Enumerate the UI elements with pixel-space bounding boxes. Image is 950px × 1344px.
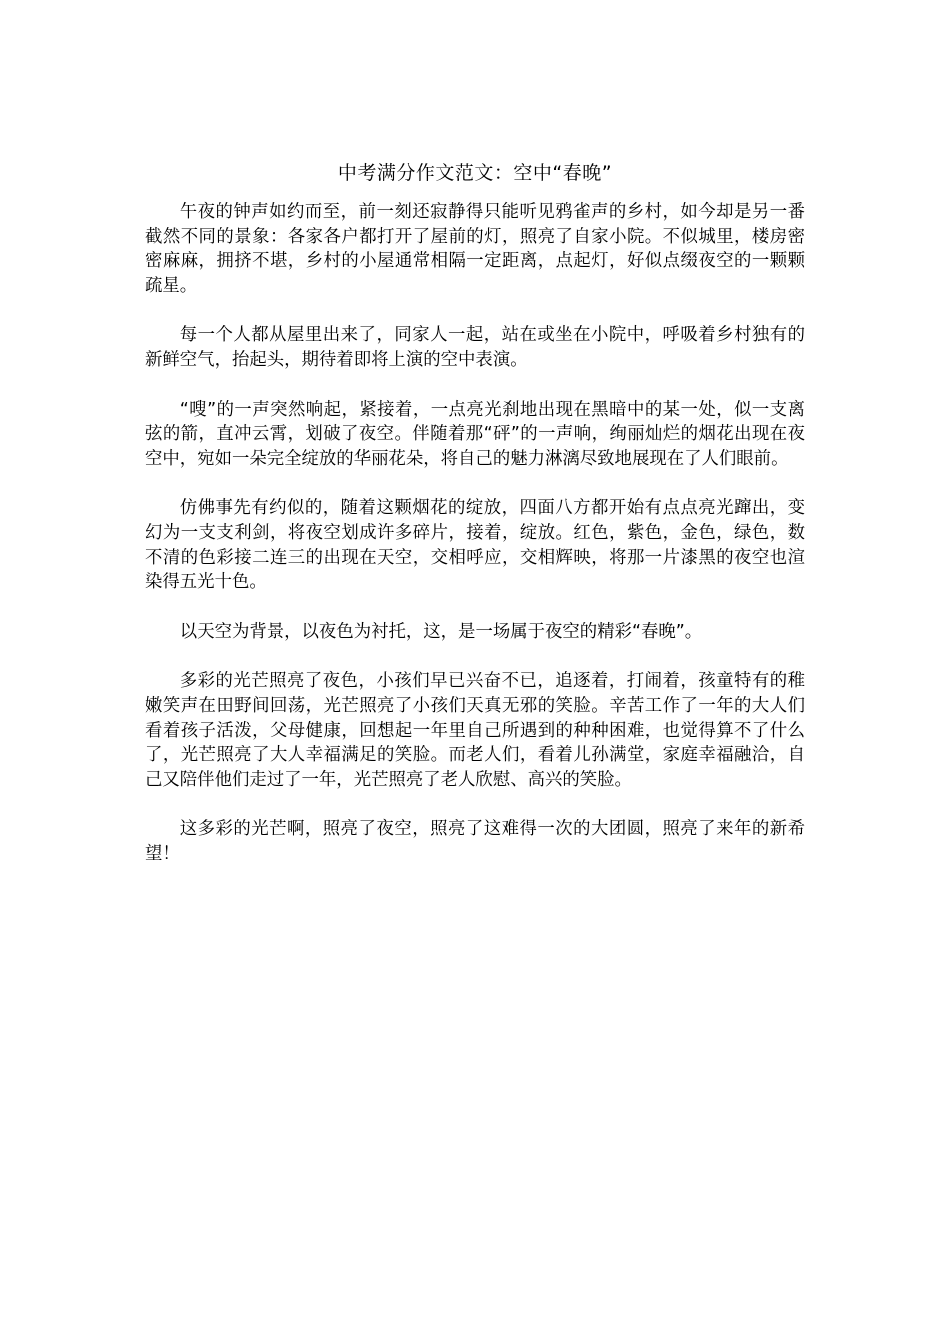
- paragraph-7: 这多彩的光芒啊，照亮了夜空，照亮了这难得一次的大团圆，照亮了来年的新希望！: [145, 819, 805, 864]
- document-body: [145, 200, 805, 891]
- document-title: 中考满分作文范文：空中“春晚”: [337, 162, 613, 184]
- paragraph-6: 多彩的光芒照亮了夜色，小孩们早已兴奋不已，追逐着，打闹着，孩童特有的稚嫩笑声在田野间回荡，光芒照亮了小孩们天真无邪的笑脸。辛苦工作了一年的大人们看着孩子活泼，父母健康，回想起一年里自己所遇到的种种困难，也觉得算不了什么了，光芒照亮了大人幸福满足的笑脸。而老人们，看着儿孙满堂，家庭幸福融洽，自己又陪伴他们走过了一年，光芒照亮了老人欣慰、高兴的笑脸。: [145, 671, 805, 790]
- paragraph-3: “嗖”的一声突然响起，紧接着，一点亮光刹地出现在黑暗中的某一处，似一支离弦的箭，直冲云霄，划破了夜空。伴随着那“砰”的一声响，绚丽灿烂的烟花出现在夜空中，宛如一朵完全绽放的华丽花朵，将自己的魅力淋漓尽致地展现在了人们眼前。: [145, 399, 805, 469]
- paragraph-2: 每一个人都从屋里出来了，同家人一起，站在或坐在小院中，呼吸着乡村独有的新鲜空气，抬起头，期待着即将上演的空中表演。: [145, 325, 805, 370]
- paragraph-5: 以天空为背景，以夜色为衬托，这，是一场属于夜空的精彩“春晚”。: [179, 621, 703, 642]
- paragraph-1: 午夜的钟声如约而至，前一刻还寂静得只能听见鸦雀声的乡村，如今却是另一番截然不同的景象：各家各户都打开了屋前的灯，照亮了自家小院。不似城里，楼房密密麻麻，拥挤不堪，乡村的小屋通常相隔一定距离，点起灯，好似点缀夜空的一颗颗疏星。: [145, 202, 805, 296]
- paragraph-4: 仿佛事先有约似的，随着这颗烟花的绽放，四面八方都开始有点点亮光蹿出，变幻为一支支利剑，将夜空划成许多碎片，接着，绽放。红色，紫色，金色，绿色，数不清的色彩接二连三的出现在天空，交相呼应，交相辉映，将那一片漆黑的夜空也渲染得五光十色。: [145, 498, 805, 593]
